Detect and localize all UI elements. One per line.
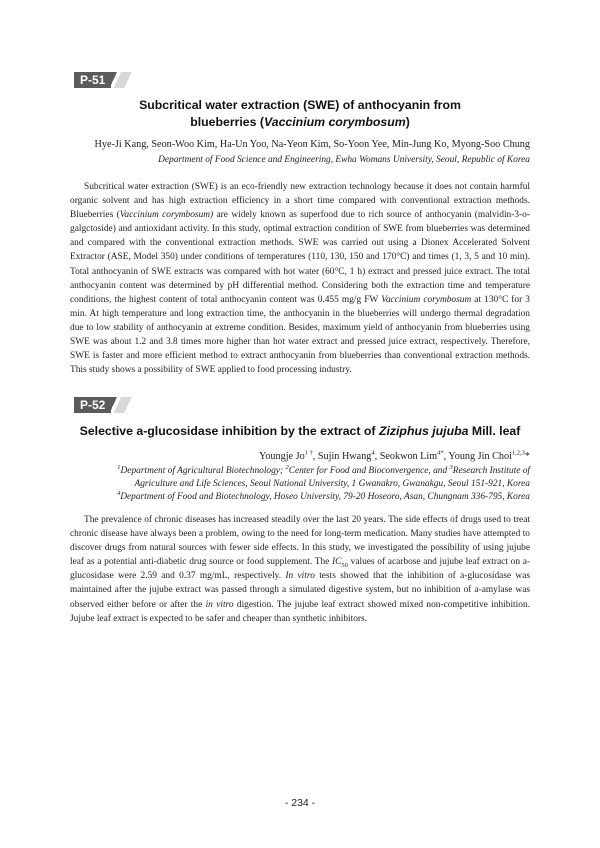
p51-title-species: Vaccinium corymbosum [264, 115, 406, 129]
p52-abstract-ic: IC [332, 557, 342, 568]
p52-abstract-invitro1: In vitro [285, 571, 315, 582]
page-number: - 234 - [284, 797, 316, 809]
p51-tag-slant-decoration [111, 72, 137, 88]
p51-title-line1: Subcritical water extraction (SWE) of anthocyanin from [139, 98, 461, 112]
p52-abstract-part4: digestion. The jujube leaf extract showed mixed non-competitive inhibition. Jujube leaf extract is expected to be safer and cheaper than synthetic inhibitors. [70, 599, 530, 624]
p51-tag-label: P-51 [74, 72, 111, 88]
p51-tag [74, 72, 137, 88]
p52-title [70, 423, 530, 440]
p52-affil-line1-c: Research Institute of [452, 466, 530, 476]
p51-abstract-part1: Subcritical water extraction (SWE) is an eco-friendly new extraction technology because it does not contain harmful organic solvent and has high extraction efficiency in a short time compared with conventional extraction methods. Blueberries ( [70, 182, 530, 221]
p52-title-a: Selective a-glucosidase inhibition by the extract of [79, 424, 379, 438]
p52-abstract-part2: values of acarbose and jujube leaf extract on a-glucosidase were 2.59 and 0.37 mg/mL, respectively. [70, 557, 530, 582]
p52-affil-line1-b: Center for Food and Bioconvergence, and [288, 466, 450, 476]
p52-author-2: , Sujin Hwang [312, 451, 372, 462]
p52-author-4: , Young Jin Choi [443, 451, 512, 462]
p52-title-b: Mill. leaf [468, 424, 521, 438]
p51-title-line2-b: ) [405, 115, 410, 129]
p52-abstract [70, 513, 530, 626]
p52-abstract-part1: The prevalence of chronic diseases has increased steadily over the last 20 years. The side effects of drugs used to treat chronic disease have always been a problem, owing to the need for long-term medication. Many studies have attempted to discover drugs from natural sources with fewer side effects. In this study, we investigated the possibility of using jujube leaf as a potential anti-diabetic drug source or food supplement. The [70, 515, 530, 568]
p51-affiliation: Department of Food Science and Engineering, Ewha Womans University, Seoul, Republic of Korea [158, 155, 530, 165]
p52-affil-sup4: 4 [116, 489, 121, 497]
p51-abstract-part2: are widely known as superfood due to rich source of anthocyanin (malvidin-3-o-galgctoside) and antioxidant activity. In this study, optimal extraction condition of SWE from blueberries was determined and compared with the conventional extraction methods. SWE was carried out using a Dionex Accelerated Solvent Extractor (ASE, Model 350) under conditions of temperatures (110, 130, 150 and 170°C) and times (1, 3, 5 and 10 min). Total anthocyanin of SWE extracts was compared with hot water (60°C, 1 h) extract and pressed juice extract. The total anthocyanin content was determined by pH differential method. Considering both the extraction time and temperature conditions, the highest content of total anthocyanin content was 0.455 mg/g FW [70, 210, 530, 305]
p51-abstract-species1: Vaccinium corymbosum) [119, 210, 214, 221]
p52-tag [74, 397, 137, 413]
p52-tag-label: P-52 [74, 397, 111, 413]
p52-affil-line3-text: Department of Food and Biotechnology, Hoseo University, 79-20 Hoseoro, Asan, Chungnam 336-795, Korea [120, 492, 530, 502]
p51-title-line2-a: blueberries ( [190, 115, 264, 129]
p51-authors: Hye-Ji Kang, Seon-Woo Kim, Ha-Un Yoo, Na-Yeon Kim, So-Yoon Yee, Min-Jung Ko, Myong-Soo Chung [94, 139, 530, 150]
p52-title-species: Ziziphus jujuba [378, 424, 469, 438]
p52-author-2-sup: 4 [371, 449, 375, 457]
p51-abstract-part3: at 130°C for 3 min. At high temperature and long extraction time, the anthocyanin in the blueberries will undergo thermal degradation due to low stability of anthocyanin at extreme condition. Besides, maximum yield of anthocyanin from blueberries using SWE was about 1.2 and 3.8 times more higher than hot water extract and pressed juice extract, respectively. Therefore, SWE is faster and more efficient method to extract anthocyanin from blueberries than conventional extraction methods. This study shows a possibility of SWE applied to food processing industry. [70, 294, 530, 376]
p52-abstract-invitro2: in vitro [205, 599, 234, 610]
p51-abstract [70, 180, 530, 377]
p52-tag-slant-decoration [111, 397, 137, 413]
p51-title [70, 97, 530, 131]
p52-affiliations [70, 465, 530, 504]
p52-author-1: Youngje Jo [259, 451, 305, 462]
p52-affiliation-line1 [70, 465, 530, 478]
p52-author-4-sup: 1,2,3 [511, 449, 525, 457]
p52-abstract-part3: tests showed that the inhibition of a-glucosidase was maintained after the jujube extract was passed through a simulated digestive system, but no inhibition of a-amylase was observed either before or after the [70, 571, 531, 610]
p52-authors [70, 450, 530, 464]
p52-affiliation-line2: Agriculture and Life Sciences, Seoul National University, 1 Gwanakro, Gwanakgu, Seoul 151-921, Korea [134, 479, 530, 489]
p52-affil-sup1: 1 [117, 463, 121, 471]
p52-author-4-mark: * [524, 451, 530, 462]
p52-author-3: , Seokwon Lim [374, 451, 438, 462]
p52-author-3-sup: 4* [437, 449, 444, 457]
p52-affil-sup2: 2 [285, 463, 289, 471]
p52-affiliation-line3 [70, 491, 530, 504]
p52-affil-line1-a: Department of Agricultural Biotechnology; [120, 466, 286, 476]
p52-abstract-ic-sub: 50 [341, 562, 348, 570]
p51-abstract-species2: Vaccinium corymbosum [381, 294, 472, 305]
p52-author-1-sup: 1 † [304, 449, 313, 457]
p52-affil-sup3: 3 [449, 463, 453, 471]
